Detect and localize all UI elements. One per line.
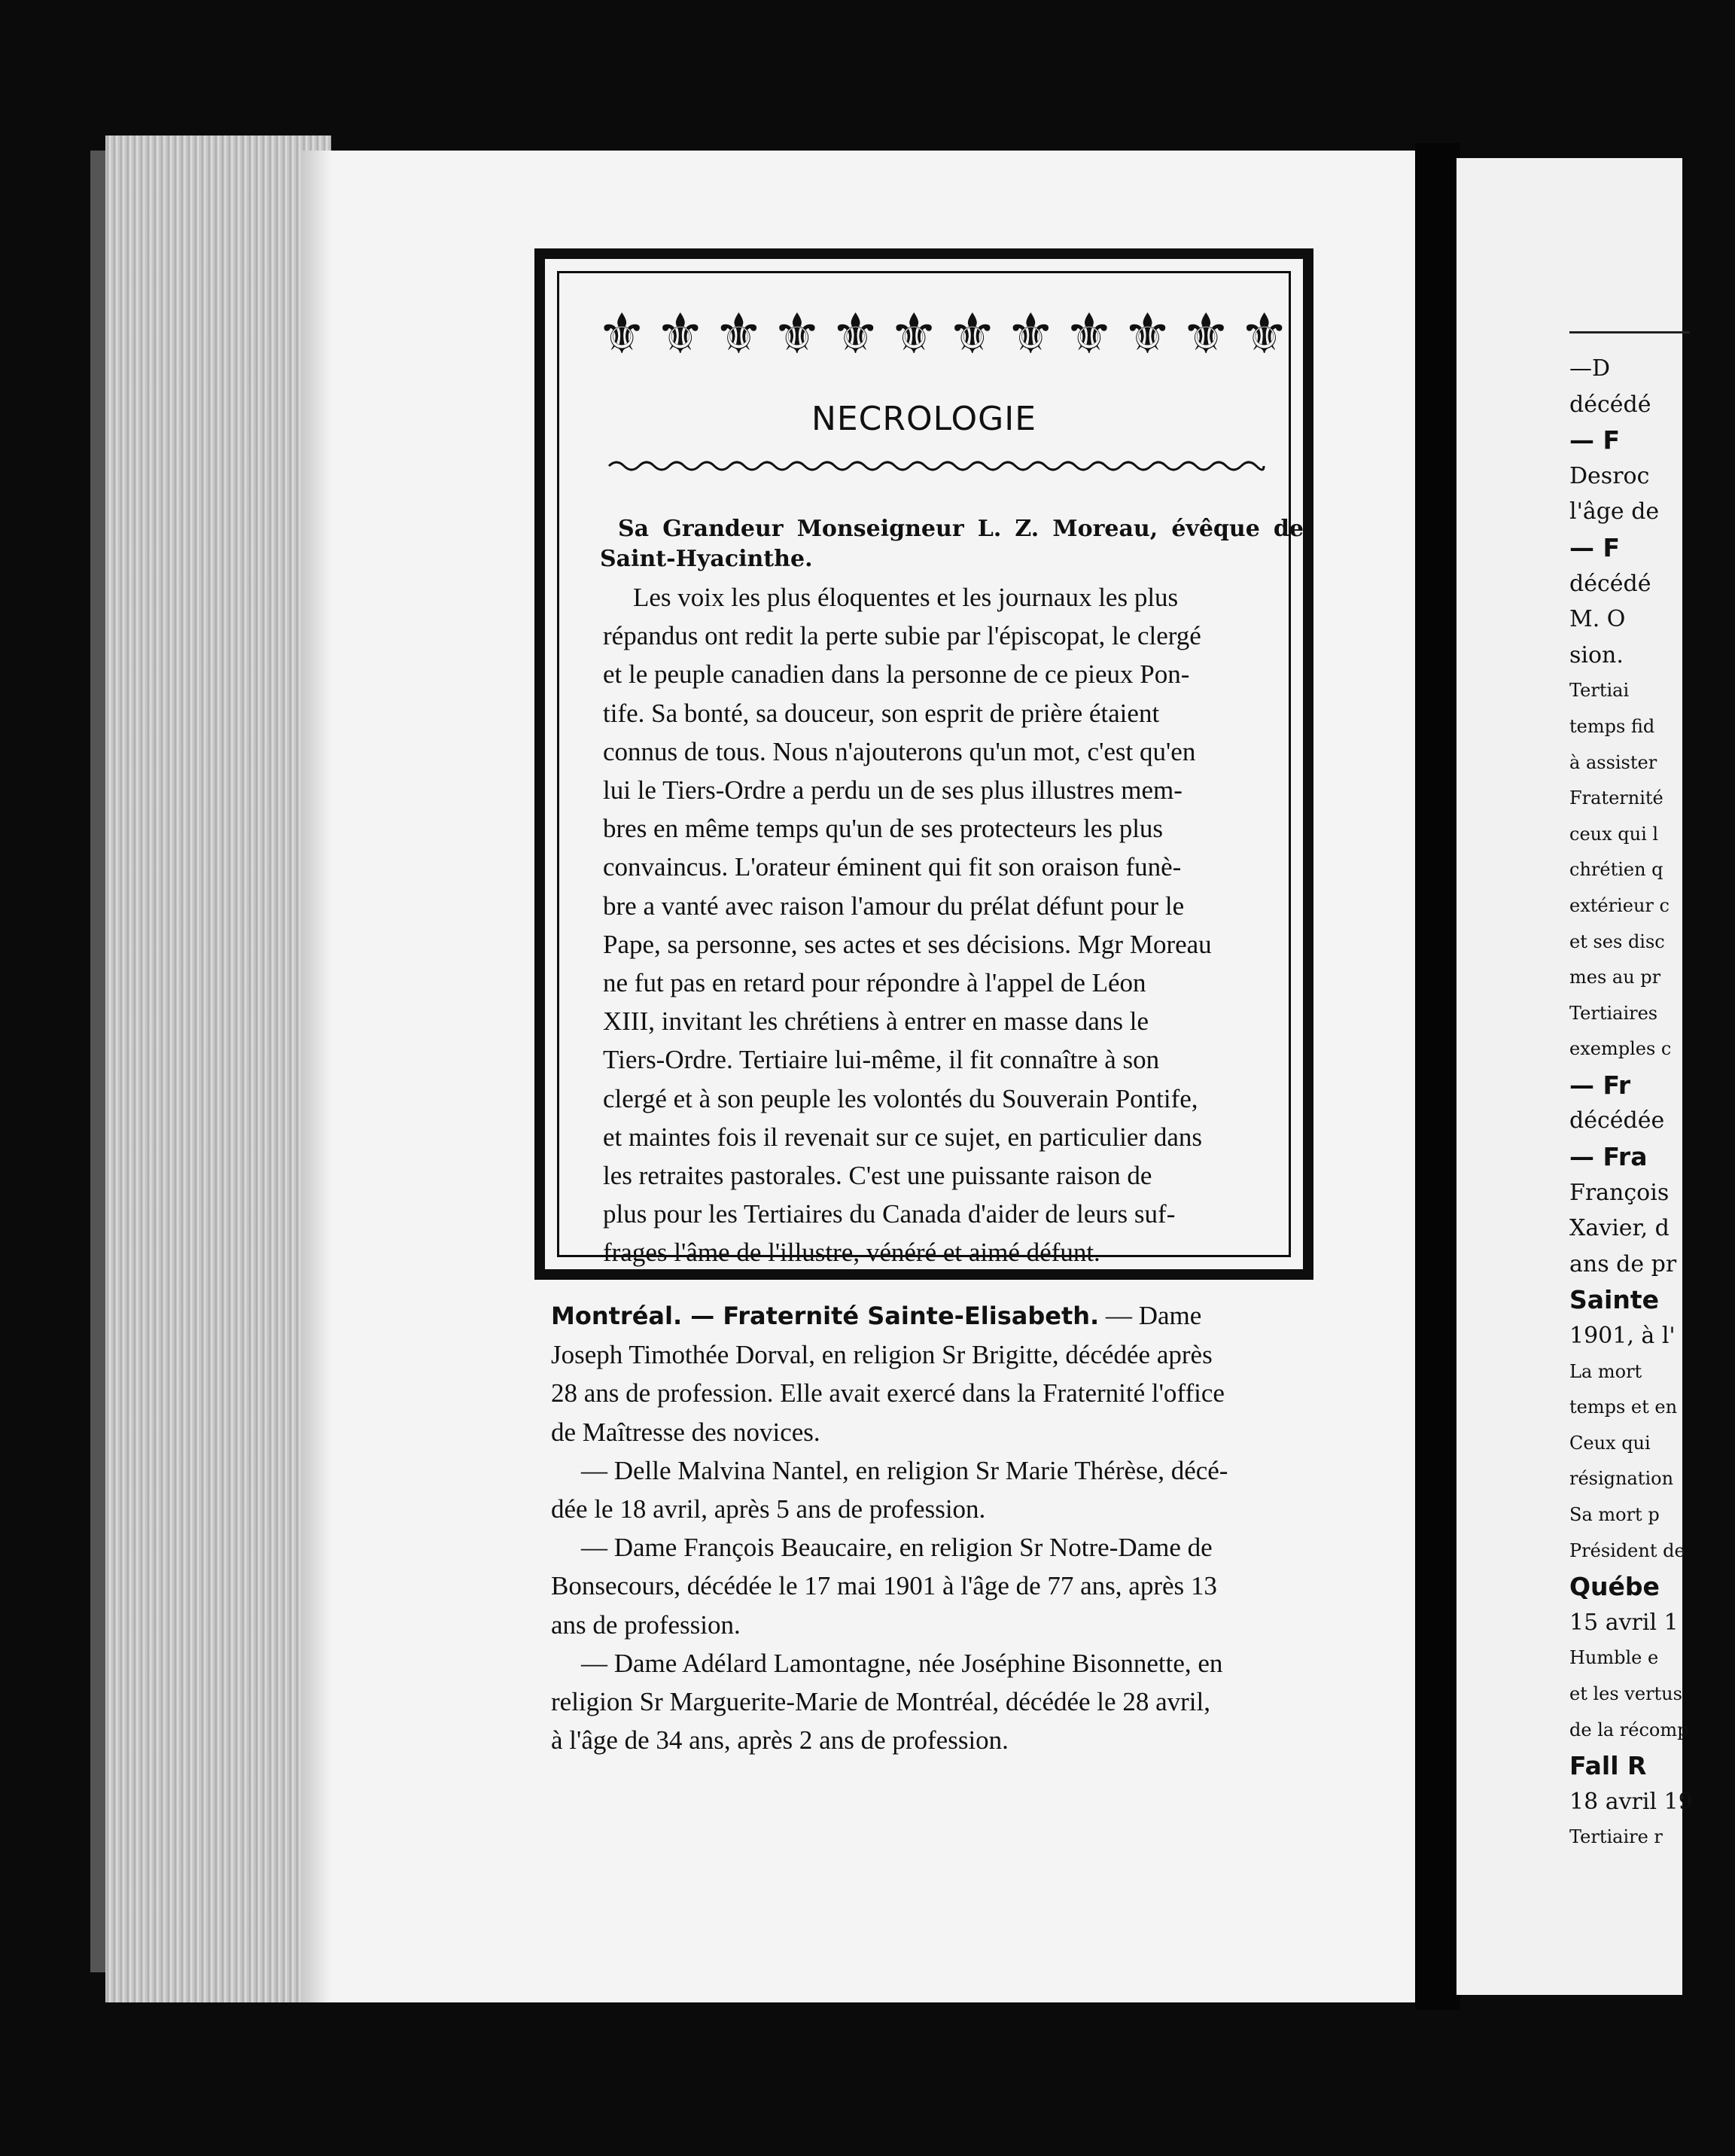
fleur-de-lis-icon: ⚜: [655, 302, 705, 367]
fraternity-entries: [551, 1296, 1341, 1759]
text-line: ceux qui l: [1569, 823, 1659, 845]
text-line: Tertiai: [1569, 680, 1630, 702]
text-line: décédée: [1569, 1107, 1665, 1134]
fleur-de-lis-icon: ⚜: [830, 302, 881, 367]
fleur-de-lis-icon: ⚜: [714, 302, 764, 367]
text-line: extérieur c: [1569, 894, 1670, 916]
fleur-de-lis-icon: ⚜: [1180, 302, 1231, 367]
entry-line: — Delle Malvina Nantel, en religion Sr Marie Thérèse, décé-: [581, 1455, 1228, 1485]
text-line: XIII, invitant les chrétiens à entrer en masse dans le: [603, 1006, 1149, 1037]
text-line: répandus ont redit la perte subie par l'épiscopat, le clergé: [603, 621, 1201, 651]
right-page-rule: [1569, 331, 1690, 333]
text-line: et ses disc: [1569, 930, 1665, 952]
text-line: de la récomp: [1569, 1719, 1689, 1740]
fleur-de-lis-icon: ⚜: [947, 302, 997, 367]
text-line: Tertiaires: [1569, 1002, 1658, 1024]
text-line: exemples c: [1569, 1038, 1672, 1060]
text-line: — Fra: [1569, 1142, 1648, 1172]
text-line: temps et en: [1569, 1396, 1678, 1418]
text-line: frages l'âme de l'illustre, vénéré et aimé défunt.: [603, 1238, 1100, 1268]
fleur-de-lis-icon: ⚜: [888, 302, 939, 367]
text-line: ans de pr: [1569, 1250, 1677, 1277]
text-line: Sa mort p: [1569, 1504, 1660, 1525]
entry-line: Bonsecours, décédée le 17 mai 1901 à l'âge de 77 ans, après 13: [551, 1571, 1217, 1601]
text-line: 1901, à l': [1569, 1323, 1676, 1350]
entry-line: 28 ans de profession. Elle avait exercé dans la Fraternité l'office: [551, 1378, 1225, 1408]
text-line: et maintes fois il revenait sur ce sujet, en particulier dans: [603, 1122, 1202, 1152]
text-line: Pape, sa personne, ses actes et ses décisions. Mgr Moreau: [603, 929, 1212, 959]
text-line: Sainte: [1569, 1285, 1659, 1315]
entry-line: religion Sr Marguerite-Marie de Montréal, décédée le 28 avril,: [551, 1687, 1210, 1717]
text-line: Desroc: [1569, 462, 1650, 489]
text-line: sion.: [1569, 641, 1624, 668]
text-line: chrétien q: [1569, 859, 1663, 881]
text-line: bres en même temps qu'un de ses protecteurs les plus: [603, 814, 1164, 844]
fleur-de-lis-icon: ⚜: [1122, 302, 1173, 367]
entry-line: Joseph Timothée Dorval, en religion Sr Brigitte, décédée après: [551, 1340, 1213, 1370]
obituary-inner-frame: [557, 271, 1304, 1268]
text-line: M. O: [1569, 606, 1626, 633]
fleur-de-lis-border: [597, 302, 1289, 367]
obituary-title: Sa Grandeur Monseigneur L. Z. Moreau, évêque de Saint-Hyacinthe.: [600, 516, 1304, 572]
text-line: résignation: [1569, 1468, 1674, 1490]
section-heading: NECROLOGIE: [811, 400, 1037, 438]
text-line: Xavier, d: [1569, 1215, 1670, 1242]
obituary-frame: [534, 248, 1313, 1280]
text-line: clergé et à son peuple les volontés du Souverain Pontife,: [603, 1083, 1198, 1113]
text-line: décédé: [1569, 391, 1651, 418]
text-line: plus pour les Tertiaires du Canada d'aider de leurs suf-: [603, 1199, 1176, 1229]
book-gutter: [1415, 143, 1460, 2010]
text-line: 15 avril 1: [1569, 1609, 1679, 1636]
text-line: ne fut pas en retard pour répondre à l'appel de Léon: [603, 968, 1146, 998]
fleur-de-lis-icon: ⚜: [772, 302, 823, 367]
fleur-de-lis-icon: ⚜: [1064, 302, 1115, 367]
entry-line: [551, 1296, 1341, 1335]
text-line: les retraites pastorales. C'est une puissante raison de: [603, 1161, 1152, 1191]
text-line: et le peuple canadien dans la personne de ce pieux Pon-: [603, 659, 1190, 690]
text-line: La mort: [1569, 1360, 1642, 1382]
text-line: Tertiaire r: [1569, 1826, 1663, 1848]
text-line: Fraternité: [1569, 787, 1663, 809]
fleur-de-lis-icon: ⚜: [1239, 302, 1289, 367]
text-line: Les voix les plus éloquentes et les journaux les plus: [633, 583, 1179, 612]
text-line: lui le Tiers-Ordre a perdu un de ses plus illustres mem-: [603, 775, 1183, 805]
text-line: Président de: [1569, 1539, 1685, 1561]
text-line: mes au pr: [1569, 967, 1661, 988]
entry-line: ans de profession.: [551, 1609, 741, 1640]
text-line: Ceux qui: [1569, 1432, 1651, 1454]
text-line: Québe: [1569, 1572, 1660, 1602]
text-line: convaincus. L'orateur éminent qui fit son oraison funè-: [603, 852, 1182, 882]
text-line: bre a vanté avec raison l'amour du prélat défunt pour le: [603, 891, 1185, 921]
wavy-rule: [609, 455, 1264, 475]
text-line: 18 avril 19: [1569, 1788, 1693, 1815]
text-line: décédé: [1569, 570, 1651, 597]
entry-line: dée le 18 avril, après 5 ans de profession.: [551, 1494, 986, 1524]
fleur-de-lis-icon: ⚜: [1006, 302, 1056, 367]
text-line: — Fr: [1569, 1070, 1631, 1100]
text-line: — F: [1569, 532, 1621, 562]
fraternity-heading: Montréal. — Fraternité Sainte-Elisabeth.: [551, 1302, 1100, 1330]
text-line: tife. Sa bonté, sa douceur, son esprit de prière étaient: [603, 698, 1160, 728]
text-line: Humble e: [1569, 1647, 1659, 1669]
text-line: connus de tous. Nous n'ajouterons qu'un mot, c'est qu'en: [603, 736, 1196, 766]
entry-line: de Maîtresse des novices.: [551, 1417, 820, 1447]
right-page-text: [1569, 351, 1735, 1856]
text-line: Fall R: [1569, 1751, 1647, 1781]
text-line: à assister: [1569, 751, 1657, 773]
entry-line: — Dame François Beaucaire, en religion Sr Notre-Dame de: [581, 1533, 1213, 1563]
text-line: François: [1569, 1179, 1670, 1206]
entry-line: à l'âge de 34 ans, après 2 ans de profession.: [551, 1725, 1009, 1756]
text-line: Tiers-Ordre. Tertiaire lui-même, il fit connaître à son: [603, 1045, 1160, 1075]
text-line: — F: [1569, 425, 1621, 455]
entry-line: — Dame Adélard Lamontagne, née Joséphine Bisonnette, en: [581, 1648, 1223, 1678]
fleur-de-lis-icon: ⚜: [597, 302, 647, 367]
page-stack: [105, 136, 331, 2002]
text-line: temps fid: [1569, 715, 1655, 737]
right-page: [1456, 158, 1693, 1995]
text-line: l'âge de: [1569, 498, 1660, 525]
obituary-text: [603, 578, 1307, 1272]
text-line: et les vertus: [1569, 1682, 1682, 1704]
text-line: —D: [1569, 355, 1611, 382]
entry-text: — Dame: [1099, 1301, 1202, 1330]
